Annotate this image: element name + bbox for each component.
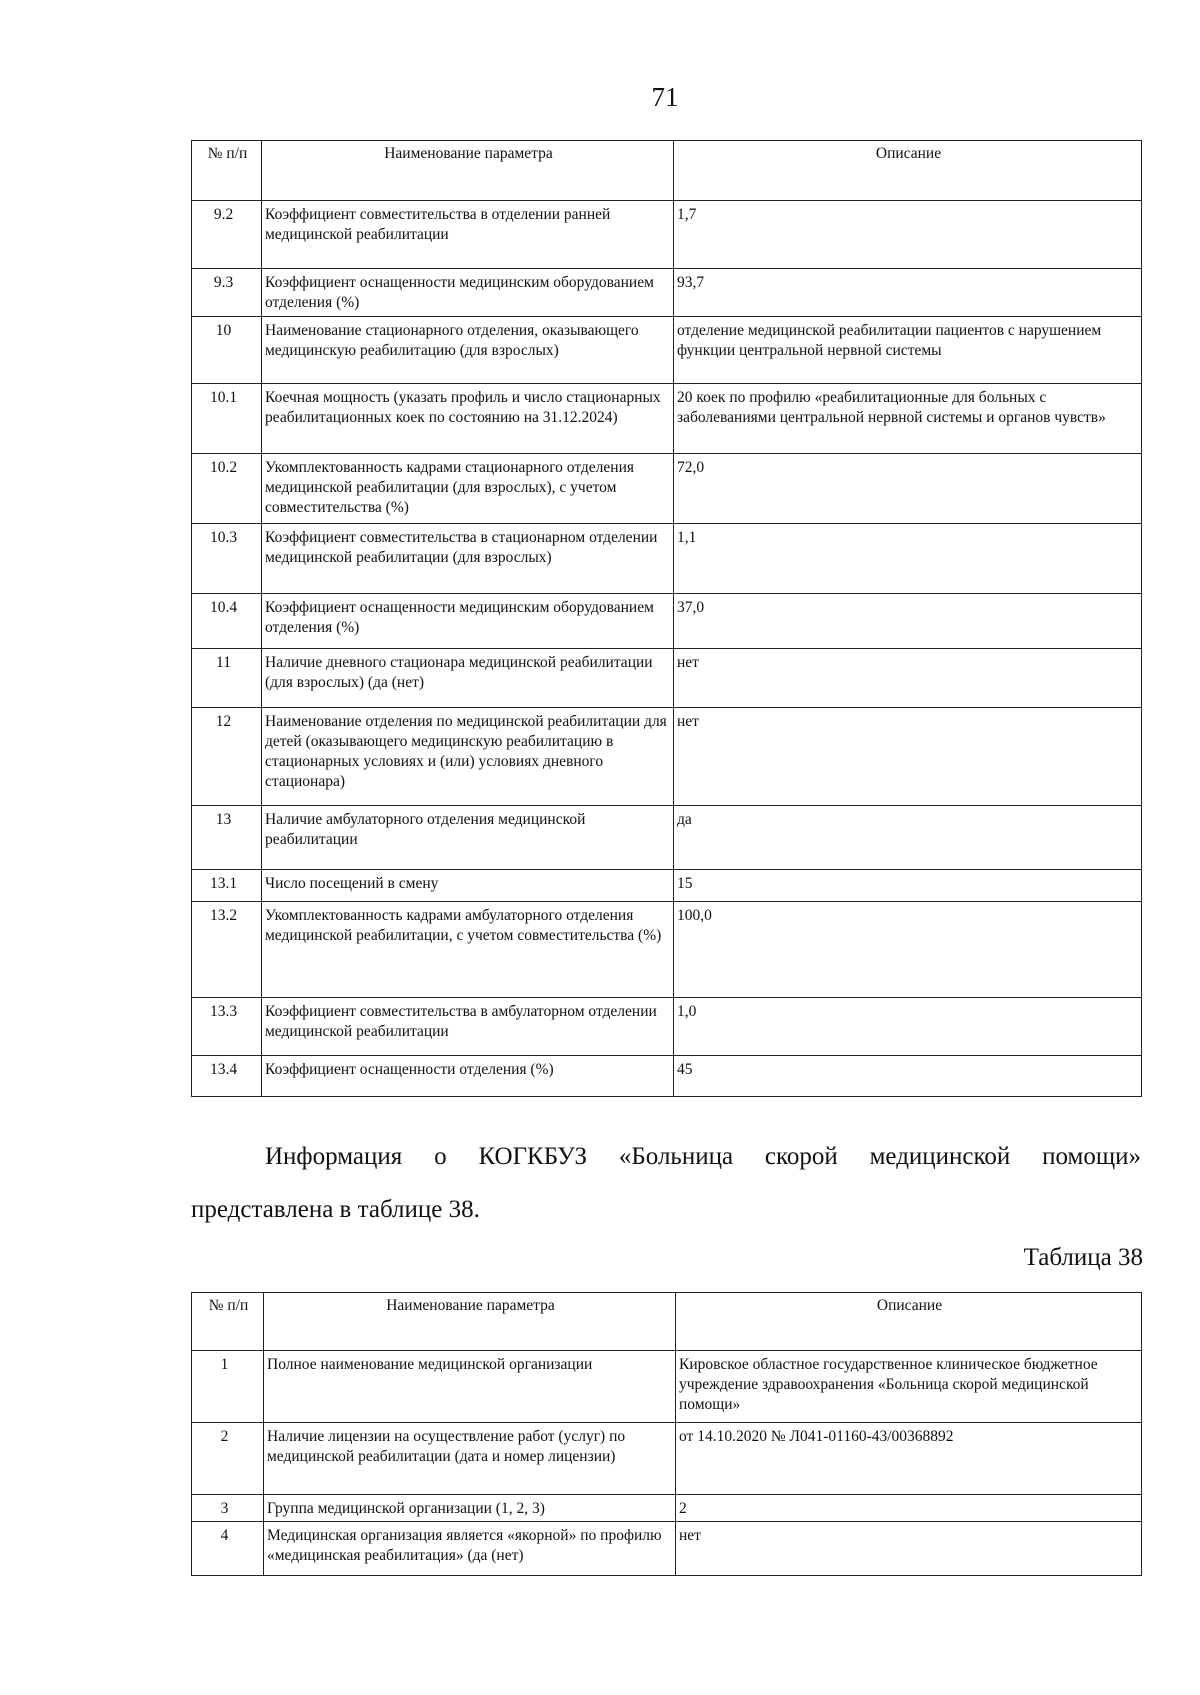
row-number: 12 xyxy=(192,708,262,806)
row-description: 100,0 xyxy=(674,902,1142,998)
header-number: № п/п xyxy=(192,141,262,201)
row-description: 15 xyxy=(674,870,1142,902)
table-row xyxy=(192,269,1142,317)
row-parameter: Медицинская организация является «якорной» по профилю «медицинская реабилитация» (да (нет) xyxy=(264,1522,676,1576)
table-row xyxy=(192,454,1142,524)
row-number: 9.2 xyxy=(192,201,262,269)
row-description: отделение медицинской реабилитации пациентов с нарушением функции центральной нервной системы xyxy=(674,317,1142,384)
table-row xyxy=(192,998,1142,1056)
info-paragraph-line-2: представлена в таблице 38. xyxy=(191,1196,480,1223)
row-description: 1,7 xyxy=(674,201,1142,269)
row-description: 45 xyxy=(674,1056,1142,1097)
table-header-row xyxy=(192,1293,1142,1351)
row-parameter: Коечная мощность (указать профиль и число стационарных реабилитационных коек по состоянию на 31.12.2024) xyxy=(262,384,674,454)
row-description: 72,0 xyxy=(674,454,1142,524)
row-number: 13.3 xyxy=(192,998,262,1056)
row-parameter: Группа медицинской организации (1, 2, 3) xyxy=(264,1495,676,1522)
row-description: да xyxy=(674,806,1142,870)
table-row xyxy=(192,806,1142,870)
row-parameter: Укомплектованность кадрами амбулаторного отделения медицинской реабилитации, с учетом совместительства (%) xyxy=(262,902,674,998)
row-parameter: Коэффициент оснащенности отделения (%) xyxy=(262,1056,674,1097)
row-number: 2 xyxy=(192,1423,264,1495)
row-number: 10.1 xyxy=(192,384,262,454)
table-row xyxy=(192,524,1142,594)
header-parameter: Наименование параметра xyxy=(262,141,674,201)
row-parameter: Наличие лицензии на осуществление работ (услуг) по медицинской реабилитации (дата и номер лицензии) xyxy=(264,1423,676,1495)
row-number: 13 xyxy=(192,806,262,870)
row-description: Кировское областное государственное клиническое бюджетное учреждение здравоохранения «Больница скорой медицинской помощи» xyxy=(676,1351,1142,1423)
row-parameter: Наименование отделения по медицинской реабилитации для детей (оказывающего медицинскую реабилитацию в стационарных условиях и (или) условиях дневного стационара) xyxy=(262,708,674,806)
row-parameter: Наличие дневного стационара медицинской реабилитации (для взрослых) (да (нет) xyxy=(262,649,674,708)
row-number: 13.2 xyxy=(192,902,262,998)
row-number: 1 xyxy=(192,1351,264,1423)
table-caption: Таблица 38 xyxy=(1023,1244,1143,1271)
table-header-row xyxy=(192,141,1142,201)
info-paragraph-line-1: Информация о КОГКБУЗ «Больница скорой медицинской помощи» xyxy=(265,1143,1141,1170)
table-row xyxy=(192,708,1142,806)
page-number: 71 xyxy=(651,82,679,112)
row-parameter: Наличие амбулаторного отделения медицинской реабилитации xyxy=(262,806,674,870)
table-row xyxy=(192,870,1142,902)
row-number: 13.4 xyxy=(192,1056,262,1097)
table-row xyxy=(192,1495,1142,1522)
header-number: № п/п xyxy=(192,1293,264,1351)
row-parameter: Полное наименование медицинской организации xyxy=(264,1351,676,1423)
row-parameter: Наименование стационарного отделения, оказывающего медицинскую реабилитацию (для взрослых) xyxy=(262,317,674,384)
row-number: 3 xyxy=(192,1495,264,1522)
row-parameter: Коэффициент оснащенности медицинским оборудованием отделения (%) xyxy=(262,269,674,317)
parameters-table-38 xyxy=(191,1292,1142,1576)
row-description: от 14.10.2020 № Л041-01160-43/00368892 xyxy=(676,1423,1142,1495)
table-row xyxy=(192,594,1142,649)
table-row xyxy=(192,317,1142,384)
parameters-table-continued xyxy=(191,140,1142,1097)
table-row xyxy=(192,384,1142,454)
table-row xyxy=(192,1351,1142,1423)
row-description: нет xyxy=(674,708,1142,806)
row-number: 13.1 xyxy=(192,870,262,902)
row-description: 20 коек по профилю «реабилитационные для больных с заболеваниями центральной нервной системы и органов чувств» xyxy=(674,384,1142,454)
table-row xyxy=(192,902,1142,998)
row-number: 10 xyxy=(192,317,262,384)
row-parameter: Коэффициент оснащенности медицинским оборудованием отделения (%) xyxy=(262,594,674,649)
row-description: 1,0 xyxy=(674,998,1142,1056)
header-parameter: Наименование параметра xyxy=(264,1293,676,1351)
row-parameter: Укомплектованность кадрами стационарного отделения медицинской реабилитации (для взрослых), с учетом совместительства (%) xyxy=(262,454,674,524)
row-number: 11 xyxy=(192,649,262,708)
row-number: 4 xyxy=(192,1522,264,1576)
row-number: 10.4 xyxy=(192,594,262,649)
table-row xyxy=(192,1522,1142,1576)
row-parameter: Число посещений в смену xyxy=(262,870,674,902)
row-number: 9.3 xyxy=(192,269,262,317)
row-description: 1,1 xyxy=(674,524,1142,594)
row-description: 2 xyxy=(676,1495,1142,1522)
row-parameter: Коэффициент совместительства в отделении ранней медицинской реабилитации xyxy=(262,201,674,269)
row-description: 37,0 xyxy=(674,594,1142,649)
row-description: нет xyxy=(676,1522,1142,1576)
header-description: Описание xyxy=(674,141,1142,201)
row-description: 93,7 xyxy=(674,269,1142,317)
row-number: 10.2 xyxy=(192,454,262,524)
table-row xyxy=(192,201,1142,269)
row-description: нет xyxy=(674,649,1142,708)
row-number: 10.3 xyxy=(192,524,262,594)
table-row xyxy=(192,1056,1142,1097)
row-parameter: Коэффициент совместительства в стационарном отделении медицинской реабилитации (для взрослых) xyxy=(262,524,674,594)
header-description: Описание xyxy=(676,1293,1142,1351)
table-row xyxy=(192,1423,1142,1495)
row-parameter: Коэффициент совместительства в амбулаторном отделении медицинской реабилитации xyxy=(262,998,674,1056)
table-row xyxy=(192,649,1142,708)
